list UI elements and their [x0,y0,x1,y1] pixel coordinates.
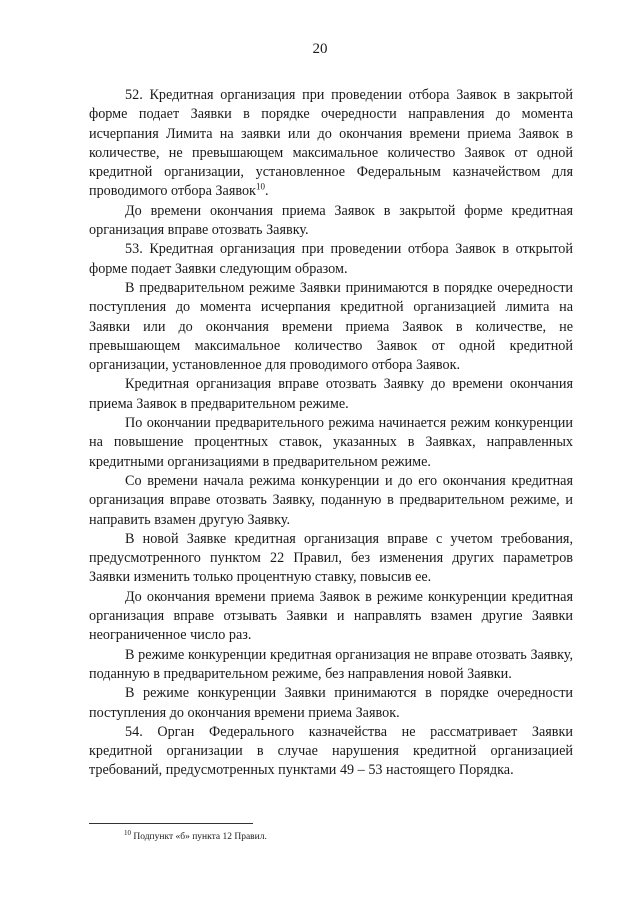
page-number: 20 [312,41,328,57]
paragraph-54: 54. Орган Федерального казначейства не рассматривает Заявки кредитной организации в случае нарушения кредитной организацией требований, предусмотренных пунктами 49 – 53 настоящего Порядка. [89,723,573,779]
paragraph-53: 53. Кредитная организация при проведении отбора Заявок в открытой форме подает Заявки следующим образом. [89,241,573,277]
footnote-divider [89,823,253,824]
paragraph: Со времени начала режима конкуренции и до его окончания кредитная организация вправе отозвать Заявку, поданную в предварительном режиме, и направить взамен другую Заявку. [89,472,573,528]
paragraph: В режиме конкуренции Заявки принимаются в порядке очередности поступления до окончания времени приема Заявок. [89,685,573,721]
paragraph: В предварительном режиме Заявки принимаются в порядке очередности поступления до момента исчерпания кредитной организацией лимита на Заявки или до окончания времени приема Заявок в количестве, не превышающем максимальное количество Заявок от одной кредитной организации, установленное для проводимого отбора Заявок. [89,279,573,374]
footnote-marker: 10 [124,828,131,837]
paragraph: До времени окончания приема Заявок в закрытой форме кредитная организация вправе отозвать Заявку. [89,202,573,239]
paragraph-52: 52. Кредитная организация при проведении отбора Заявок в закрытой форме подает Заявки в порядке очередности направления до момента исчерпания Лимита на заявки или до окончания времени приема Заявок в количестве, не превышающем максимальное количество Заявок от одной кредитной организации, установленное Федеральным казначейством для проводимого отбора Заявок$^{10}$. [89,87,573,200]
paragraph: Кредитная организация вправе отозвать Заявку до времени окончания приема Заявок в предварительном режиме. [89,376,573,412]
footnote-reference: 10 [255,181,265,192]
paragraph: До окончания времени приема Заявок в режиме конкуренции кредитная организация вправе отзывать Заявки и направлять взамен другие Заявки неограниченное число раз. [89,588,573,644]
document-body [89,86,573,781]
paragraph: В новой Заявке кредитная организация вправе с учетом требования, предусмотренного пунктом 22 Правил, без изменения других параметров Заявки изменить только процентную ставку, повысив ее. [89,530,573,586]
footnote [124,828,564,843]
paragraph: В режиме конкуренции кредитная организация не вправе отозвать Заявку, поданную в предварительном режиме, без направления новой Заявки. [89,646,573,682]
footnote-text: Подпункт «б» пункта 12 Правил. [131,832,267,842]
paragraph: По окончании предварительного режима начинается режим конкуренции на повышение процентных ставок, указанных в Заявках, направленных кредитными организациями в предварительном режиме. [89,415,573,470]
